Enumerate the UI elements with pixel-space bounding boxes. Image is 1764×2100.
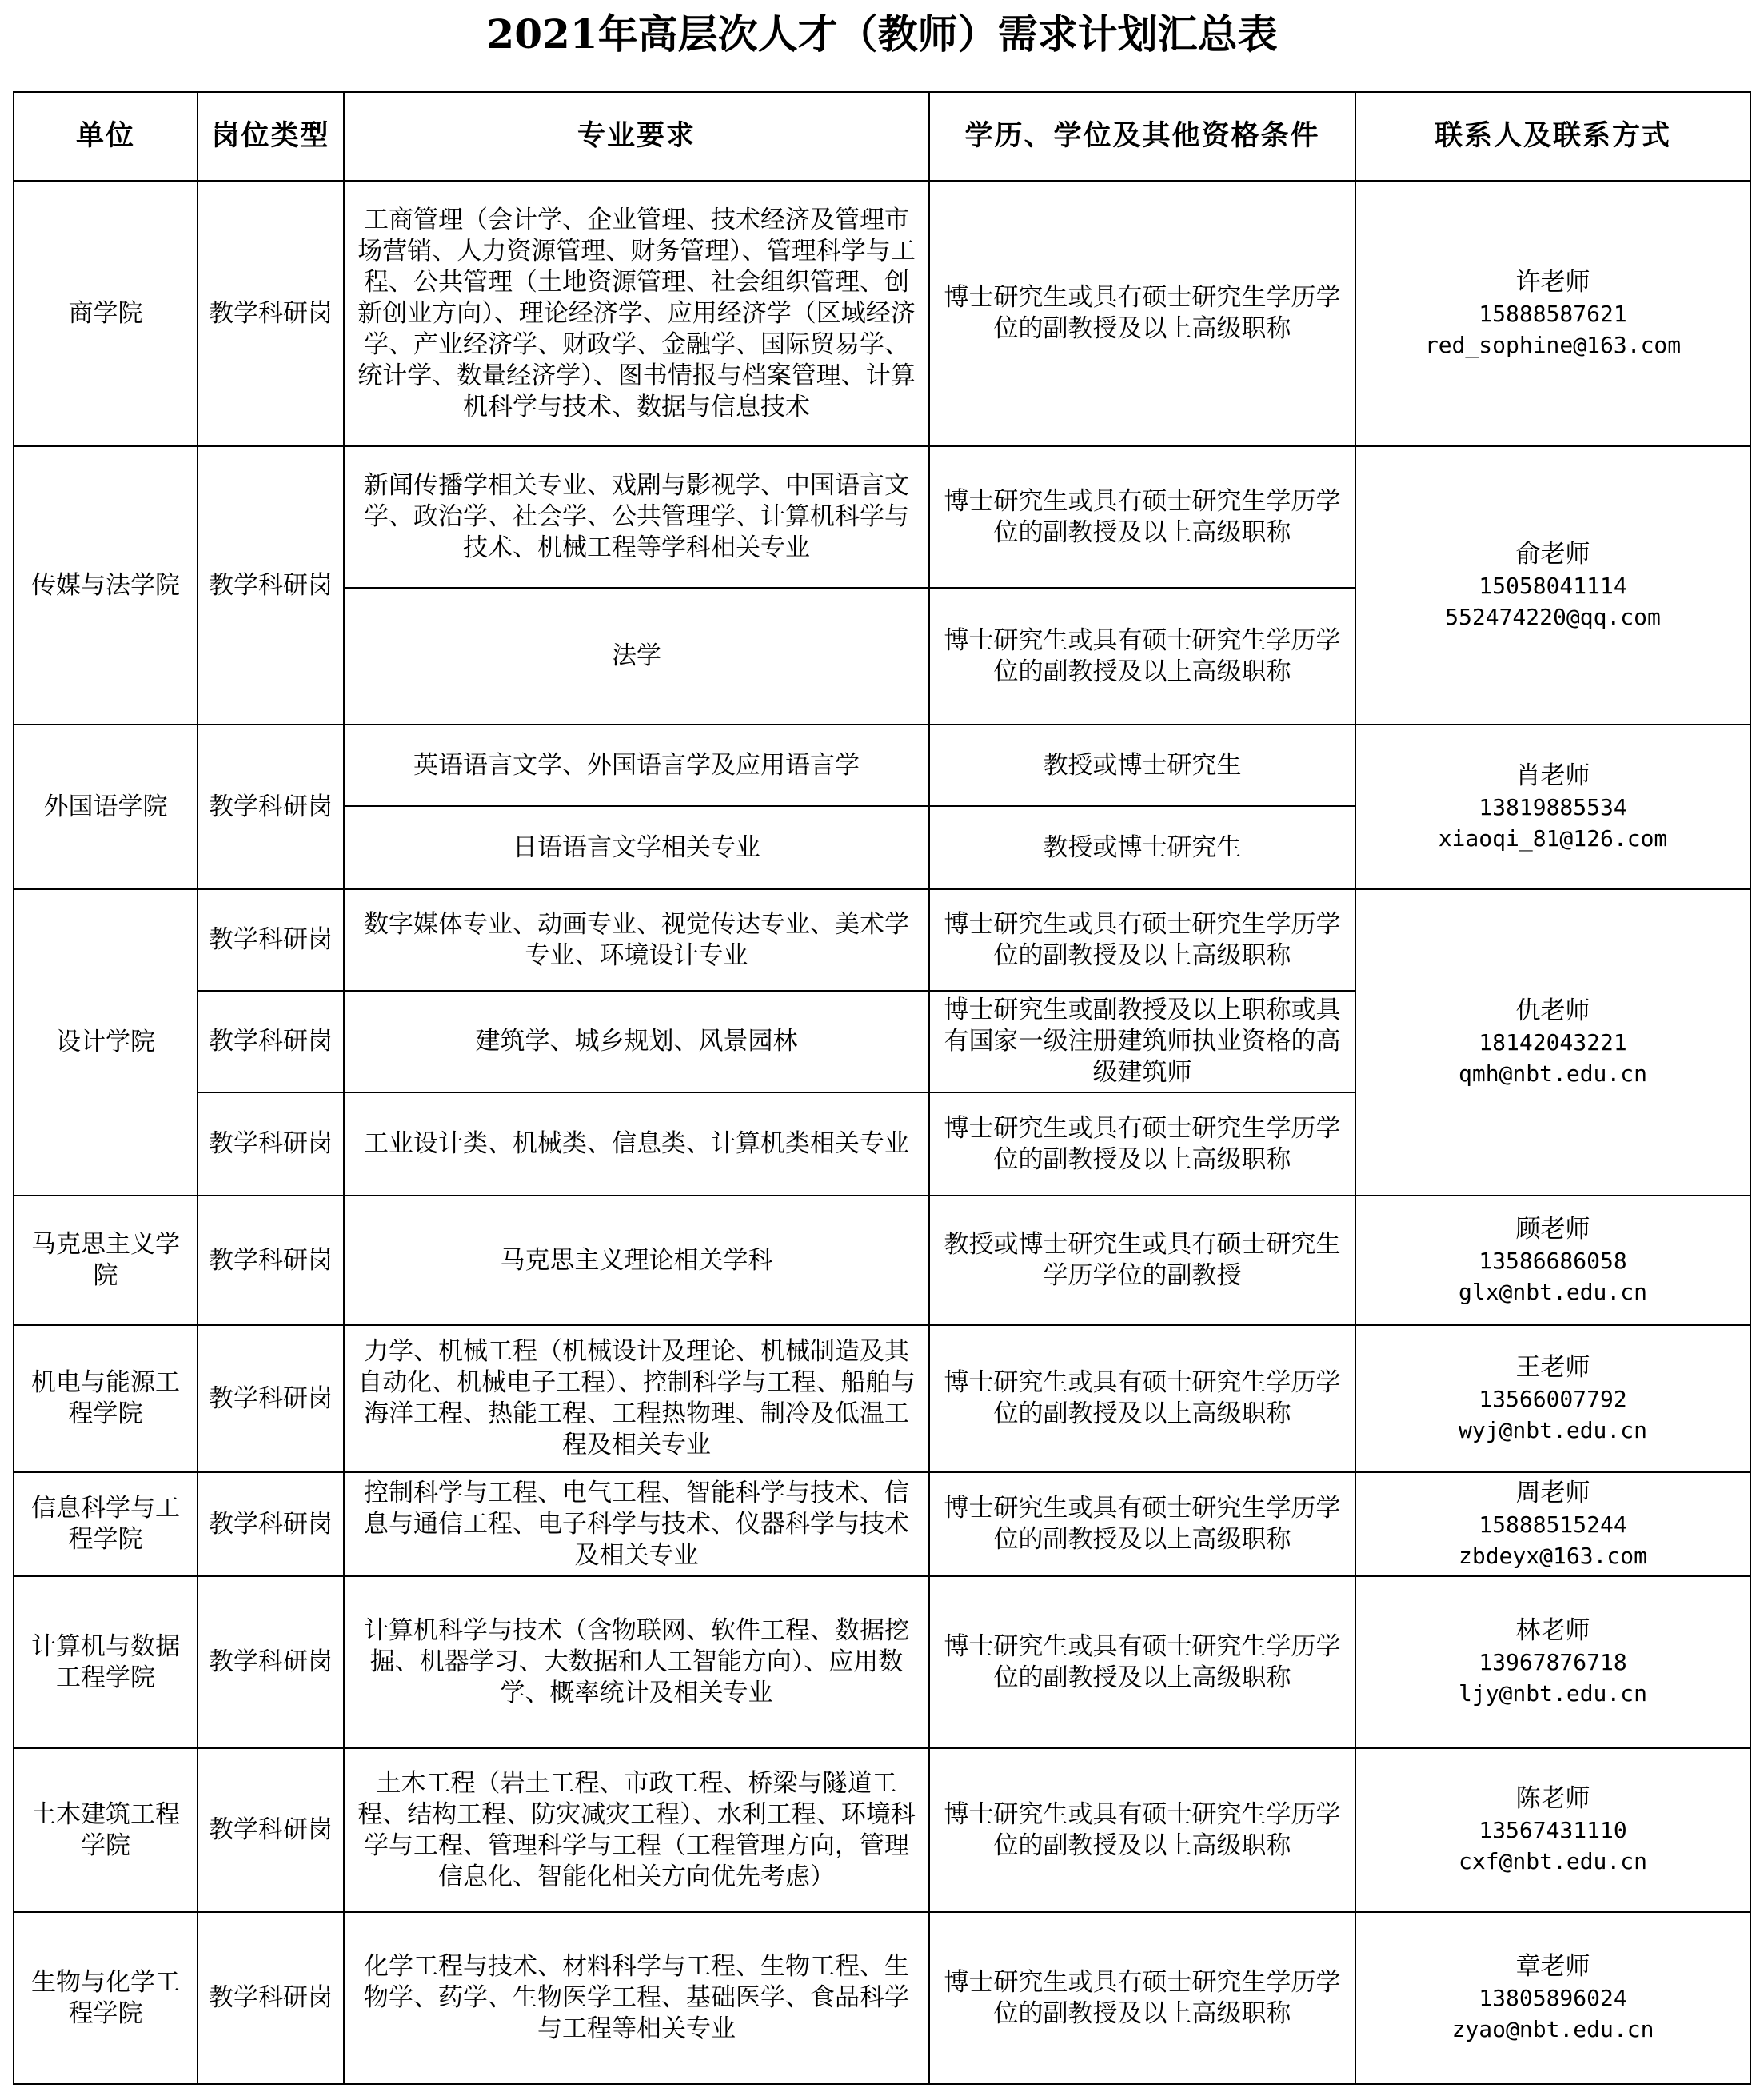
unit-name: 马克思主义学院 — [14, 1196, 198, 1325]
contact-email[interactable]: xiaoqi_81@126.com — [1438, 824, 1668, 852]
contact-email[interactable]: wyj@nbt.edu.cn — [1458, 1416, 1647, 1443]
contact-email[interactable]: ljy@nbt.edu.cn — [1458, 1680, 1647, 1707]
qualification: 博士研究生或具有硕士研究生学历学位的副教授及以上高级职称 — [929, 588, 1355, 725]
major-requirement: 建筑学、城乡规划、风景园林 — [344, 991, 929, 1092]
contact-phone: 15888515244 — [1479, 1511, 1627, 1538]
table-row — [14, 446, 1750, 588]
contact-name: 陈老师 — [1515, 1784, 1590, 1813]
major-requirement: 马克思主义理论相关学科 — [344, 1196, 929, 1325]
unit-name: 土木建筑工程学院 — [14, 1748, 198, 1912]
page-title: 2021年高层次人才（教师）需求计划汇总表 — [486, 10, 1278, 58]
unit-name: 信息科学与工程学院 — [14, 1472, 198, 1576]
contact-name: 章老师 — [1515, 1952, 1590, 1981]
qualification: 博士研究生或具有硕士研究生学历学位的副教授及以上高级职称 — [929, 1325, 1355, 1472]
contact-cell — [1355, 1748, 1750, 1912]
post-type: 教学科研岗 — [198, 889, 344, 991]
header-unit: 单位 — [14, 92, 198, 181]
contact-name: 林老师 — [1515, 1616, 1590, 1645]
post-type: 教学科研岗 — [198, 446, 344, 725]
contact-name: 仇老师 — [1515, 996, 1590, 1025]
major-requirement: 法学 — [344, 588, 929, 725]
unit-name: 机电与能源工程学院 — [14, 1325, 198, 1472]
post-type: 教学科研岗 — [198, 725, 344, 889]
table-row — [14, 1748, 1750, 1912]
qualification: 博士研究生或具有硕士研究生学历学位的副教授及以上高级职称 — [929, 446, 1355, 588]
table-row — [14, 725, 1750, 806]
qualification: 博士研究生或具有硕士研究生学历学位的副教授及以上高级职称 — [929, 889, 1355, 991]
major-requirement: 日语语言文学相关专业 — [344, 806, 929, 889]
qualification: 教授或博士研究生或具有硕士研究生学历学位的副教授 — [929, 1196, 1355, 1325]
unit-name: 设计学院 — [14, 889, 198, 1196]
contact-email[interactable]: cxf@nbt.edu.cn — [1458, 1848, 1647, 1874]
table-row — [14, 1912, 1750, 2084]
major-requirement: 英语语言文学、外国语言学及应用语言学 — [344, 725, 929, 806]
contact-cell — [1355, 889, 1750, 1196]
contact-name: 肖老师 — [1515, 761, 1590, 790]
qualification: 博士研究生或具有硕士研究生学历学位的副教授及以上高级职称 — [929, 1576, 1355, 1748]
major-requirement: 计算机科学与技术（含物联网、软件工程、数据挖掘、机器学习、大数据和人工智能方向）、应用数学、概率统计及相关专业 — [344, 1576, 929, 1748]
major-requirement: 土木工程（岩土工程、市政工程、桥梁与隧道工程、结构工程、防灾减灾工程）、水利工程、环境科学与工程、管理科学与工程（工程管理方向，管理信息化、智能化相关方向优先考虑） — [344, 1748, 929, 1912]
qualification: 博士研究生或副教授及以上职称或具有国家一级注册建筑师执业资格的高级建筑师 — [929, 991, 1355, 1092]
table-row — [14, 181, 1750, 446]
contact-email[interactable]: zyao@nbt.edu.cn — [1451, 2016, 1654, 2042]
contact-phone: 15888587621 — [1479, 300, 1627, 327]
contact-email[interactable]: qmh@nbt.edu.cn — [1458, 1060, 1647, 1087]
contact-name: 顾老师 — [1515, 1214, 1590, 1244]
contact-email[interactable]: zbdeyx@163.com — [1458, 1542, 1647, 1569]
contact-phone: 13967876718 — [1479, 1649, 1627, 1675]
contact-email[interactable]: glx@nbt.edu.cn — [1458, 1278, 1647, 1305]
qualification: 博士研究生或具有硕士研究生学历学位的副教授及以上高级职称 — [929, 1472, 1355, 1576]
unit-name: 传媒与法学院 — [14, 446, 198, 725]
contact-phone: 13566007792 — [1479, 1385, 1627, 1412]
table-row — [14, 1576, 1750, 1748]
unit-name: 商学院 — [14, 181, 198, 446]
header-major: 专业要求 — [344, 92, 929, 181]
unit-name: 生物与化学工程学院 — [14, 1912, 198, 2084]
contact-phone: 15058041114 — [1479, 572, 1627, 599]
header-qualification: 学历、学位及其他资格条件 — [929, 92, 1355, 181]
qualification: 教授或博士研究生 — [929, 725, 1355, 806]
contact-cell — [1355, 1196, 1750, 1325]
qualification: 教授或博士研究生 — [929, 806, 1355, 889]
contact-cell — [1355, 1325, 1750, 1472]
major-requirement: 工商管理（会计学、企业管理、技术经济及管理市场营销、人力资源管理、财务管理）、管理科学与工程、公共管理（土地资源管理、社会组织管理、创新创业方向）、理论经济学、应用经济学（区域经济学、产业经济学、财政学、金融学、国际贸易学、统计学、数量经济学）、图书情报与档案管理、计算机科学与技术、数据与信息技术 — [344, 181, 929, 446]
table-row — [14, 1325, 1750, 1472]
contact-name: 周老师 — [1515, 1478, 1590, 1507]
contact-phone: 13819885534 — [1479, 793, 1627, 820]
contact-phone: 13586686058 — [1479, 1247, 1627, 1274]
unit-name: 外国语学院 — [14, 725, 198, 889]
post-type: 教学科研岗 — [198, 1325, 344, 1472]
post-type: 教学科研岗 — [198, 1576, 344, 1748]
unit-name: 计算机与数据工程学院 — [14, 1576, 198, 1748]
qualification: 博士研究生或具有硕士研究生学历学位的副教授及以上高级职称 — [929, 1748, 1355, 1912]
header-contact: 联系人及联系方式 — [1355, 92, 1750, 181]
header-post-type: 岗位类型 — [198, 92, 344, 181]
table-row — [14, 1196, 1750, 1325]
post-type: 教学科研岗 — [198, 1092, 344, 1196]
qualification: 博士研究生或具有硕士研究生学历学位的副教授及以上高级职称 — [929, 1092, 1355, 1196]
post-type: 教学科研岗 — [198, 1912, 344, 2084]
contact-phone: 13567431110 — [1479, 1817, 1627, 1843]
major-requirement: 新闻传播学相关专业、戏剧与影视学、中国语言文学、政治学、社会学、公共管理学、计算机科学与技术、机械工程等学科相关专业 — [344, 446, 929, 588]
major-requirement: 化学工程与技术、材料科学与工程、生物工程、生物学、药学、生物医学工程、基础医学、食品科学与工程等相关专业 — [344, 1912, 929, 2084]
contact-cell — [1355, 446, 1750, 725]
contact-name: 王老师 — [1515, 1352, 1590, 1382]
post-type: 教学科研岗 — [198, 1748, 344, 1912]
contact-cell — [1355, 1576, 1750, 1748]
contact-cell — [1355, 725, 1750, 889]
contact-cell — [1355, 1912, 1750, 2084]
header-row — [14, 92, 1750, 181]
recruitment-table — [13, 91, 1751, 2085]
contact-email[interactable]: red_sophine@163.com — [1424, 331, 1682, 358]
major-requirement: 数字媒体专业、动画专业、视觉传达专业、美术学专业、环境设计专业 — [344, 889, 929, 991]
major-requirement: 控制科学与工程、电气工程、智能科学与技术、信息与通信工程、电子科学与技术、仪器科学与技术及相关专业 — [344, 1472, 929, 1576]
contact-phone: 13805896024 — [1479, 1985, 1627, 2011]
table-row — [14, 889, 1750, 991]
major-requirement: 力学、机械工程（机械设计及理论、机械制造及其自动化、机械电子工程）、控制科学与工程、船舶与海洋工程、热能工程、工程热物理、制冷及低温工程及相关专业 — [344, 1325, 929, 1472]
table-row — [14, 1472, 1750, 1576]
qualification: 博士研究生或具有硕士研究生学历学位的副教授及以上高级职称 — [929, 1912, 1355, 2084]
post-type: 教学科研岗 — [198, 991, 344, 1092]
post-type: 教学科研岗 — [198, 181, 344, 446]
contact-name: 许老师 — [1515, 267, 1590, 297]
major-requirement: 工业设计类、机械类、信息类、计算机类相关专业 — [344, 1092, 929, 1196]
contact-name: 俞老师 — [1515, 539, 1590, 569]
qualification: 博士研究生或具有硕士研究生学历学位的副教授及以上高级职称 — [929, 181, 1355, 446]
post-type: 教学科研岗 — [198, 1472, 344, 1576]
contact-phone: 18142043221 — [1479, 1029, 1627, 1056]
contact-cell — [1355, 181, 1750, 446]
post-type: 教学科研岗 — [198, 1196, 344, 1325]
contact-cell — [1355, 1472, 1750, 1576]
contact-email[interactable]: 552474220@qq.com — [1445, 603, 1661, 630]
